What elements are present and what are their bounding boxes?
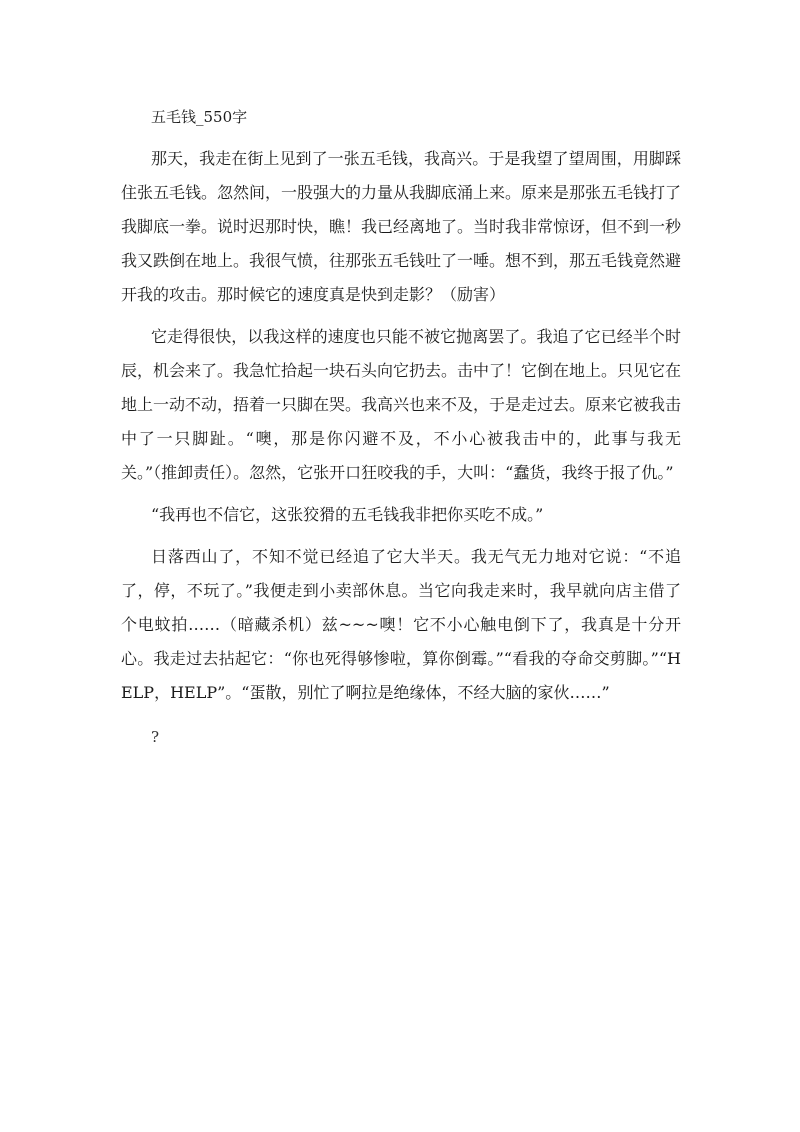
paragraph-3: “我再也不信它，这张狡猾的五毛钱我非把你买吃不成。” xyxy=(151,505,544,524)
end-mark: ? xyxy=(151,728,160,746)
document-body xyxy=(121,100,681,754)
paragraph-1: 那天，我走在街上见到了一张五毛钱，我高兴。于是我望了望周围，用脚踩住张五毛钱。忽然间，一股强大的力量从我脚底涌上来。原来是那张五毛钱打了我脚底一拳。说时迟那时快，瞧！我已经离地了。当时我非常惊讶，但不到一秒我又跌倒在地上。我很气愤，往那张五毛钱吐了一唾。想不到，那五毛钱竟然避开我的攻击。那时候它的速度真是快到走影？（励害） xyxy=(121,149,682,304)
document-title: 五毛钱_550字 xyxy=(151,108,248,126)
paragraph-4: 日落西山了，不知不觉已经追了它大半天。我无气无力地对它说：“不追了，停，不玩了。”我便走到小卖部休息。当它向我走来时，我早就向店主借了个电蚊拍……（暗藏杀机）兹~~~噢！它不小心触电倒下了，我真是十分开心。我走过去拈起它：“你也死得够惨啦，算你倒霉。”“看我的夺命交剪脚。”“HELP，HELP”。“蛋散，别忙了啊拉是绝缘体，不经大脑的家伙……” xyxy=(121,547,681,702)
paragraph-2: 它走得很快，以我这样的速度也只能不被它抛离罢了。我追了它已经半个时辰，机会来了。我急忙拾起一块石头向它扔去。击中了！它倒在地上。只见它在地上一动不动，捂着一只脚在哭。我高兴也来不及，于是走过去。原来它被我击中了一只脚趾。“噢，那是你闪避不及，不小心被我击中的，此事与我无关。”（推卸责任）。忽然，它张开口狂咬我的手，大叫：“蠢货，我终于报了仇。” xyxy=(121,327,682,482)
